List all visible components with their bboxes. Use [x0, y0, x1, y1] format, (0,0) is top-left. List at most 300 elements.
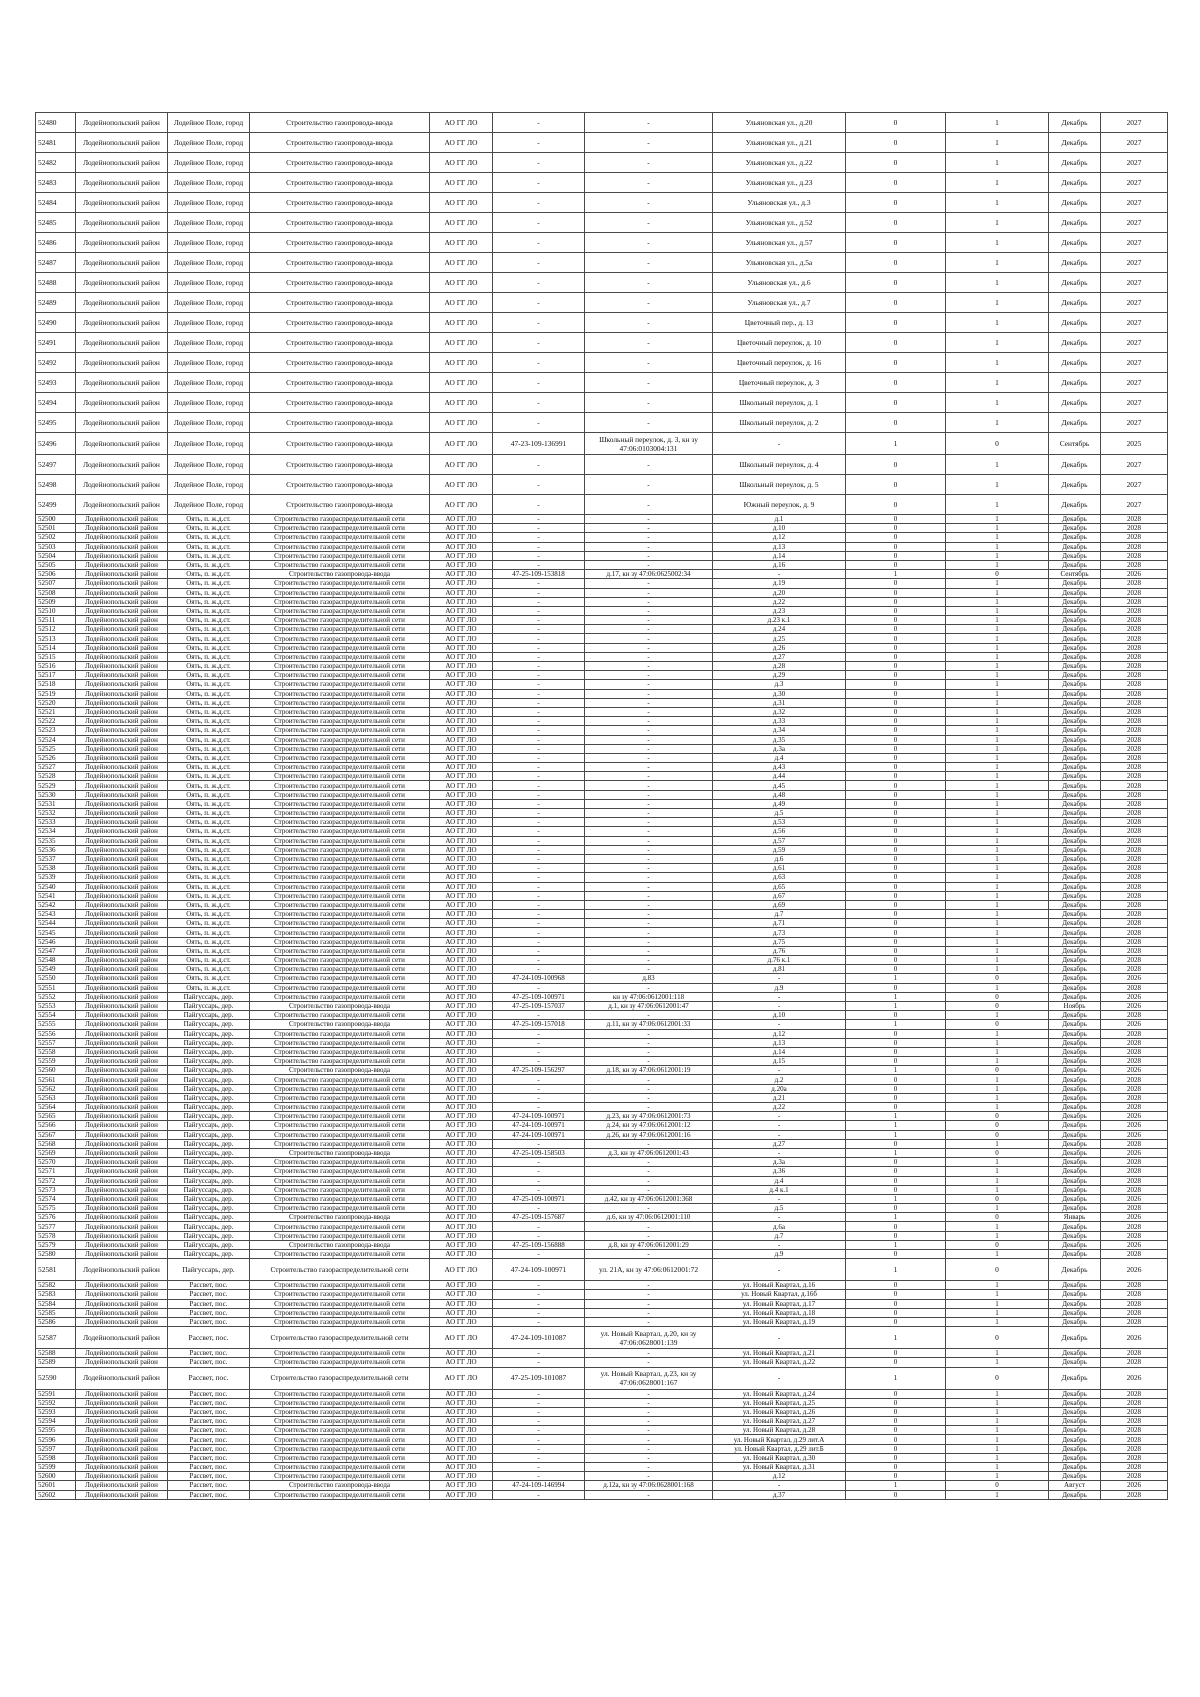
cadastral-address-cell: -	[585, 616, 713, 625]
year-cell: 2028	[1101, 910, 1168, 919]
settlement-cell: Пайгуссарь, дер.	[168, 1121, 250, 1130]
year-cell: 2028	[1101, 983, 1168, 992]
cadastral-address-cell: -	[585, 1167, 713, 1176]
table-row	[36, 1367, 1168, 1389]
organization-cell: АО ГГ ЛО	[430, 433, 493, 455]
organization-cell: АО ГГ ЛО	[430, 1222, 493, 1231]
row-number-cell: 52501	[36, 524, 76, 533]
count-a-cell: 0	[846, 1308, 946, 1317]
district-cell: Лодейнопольский район	[76, 983, 168, 992]
settlement-cell: Пайгуссарь, дер.	[168, 1020, 250, 1029]
row-number-cell: 52490	[36, 313, 76, 333]
cadastral-address-cell: -	[585, 1084, 713, 1093]
cadastral-address-cell: -	[585, 643, 713, 652]
district-cell: Лодейнопольский район	[76, 1057, 168, 1066]
table-row	[36, 882, 1168, 891]
application-number-cell: -	[493, 1308, 585, 1317]
count-b-cell: 1	[946, 475, 1049, 495]
address-cell: ул. Новый Квартал, д.29 лит.Б	[713, 1444, 846, 1453]
month-cell: Декабрь	[1049, 1327, 1101, 1349]
district-cell: Лодейнопольский район	[76, 1426, 168, 1435]
year-cell: 2028	[1101, 625, 1168, 634]
month-cell: Декабрь	[1049, 772, 1101, 781]
application-number-cell: -	[493, 113, 585, 133]
work-type-cell: Строительство газопровода-ввода	[250, 433, 430, 455]
year-cell: 2028	[1101, 956, 1168, 965]
month-cell: Декабрь	[1049, 293, 1101, 313]
count-b-cell: 1	[946, 836, 1049, 845]
settlement-cell: Оять, п. ж.д.ст.	[168, 689, 250, 698]
work-type-cell: Строительство газораспределительной сети	[250, 1290, 430, 1299]
count-b-cell: 1	[946, 495, 1049, 515]
application-number-cell: -	[493, 551, 585, 560]
settlement-cell: Лодейное Поле, город	[168, 293, 250, 313]
count-b-cell: 1	[946, 1075, 1049, 1084]
month-cell: Декабрь	[1049, 1317, 1101, 1326]
address-cell: д.2	[713, 1075, 846, 1084]
count-b-cell: 0	[946, 1194, 1049, 1203]
settlement-cell: Оять, п. ж.д.ст.	[168, 845, 250, 854]
count-a-cell: 1	[846, 1481, 946, 1490]
organization-cell: АО ГГ ЛО	[430, 455, 493, 475]
count-a-cell: 0	[846, 900, 946, 909]
settlement-cell: Лодейное Поле, город	[168, 475, 250, 495]
count-a-cell: 0	[846, 753, 946, 762]
month-cell: Декабрь	[1049, 1057, 1101, 1066]
cadastral-address-cell: -	[585, 1281, 713, 1290]
address-cell: д.20	[713, 588, 846, 597]
district-cell: Лодейнопольский район	[76, 1001, 168, 1010]
settlement-cell: Оять, п. ж.д.ст.	[168, 790, 250, 799]
district-cell: Лодейнопольский район	[76, 625, 168, 634]
application-number-cell: -	[493, 455, 585, 475]
settlement-cell: Оять, п. ж.д.ст.	[168, 707, 250, 716]
district-cell: Лодейнопольский район	[76, 1367, 168, 1389]
table-row	[36, 652, 1168, 661]
month-cell: Декабрь	[1049, 1426, 1101, 1435]
cadastral-address-cell: -	[585, 882, 713, 891]
month-cell: Декабрь	[1049, 717, 1101, 726]
count-a-cell: 0	[846, 495, 946, 515]
work-type-cell: Строительство газораспределительной сети	[250, 946, 430, 955]
district-cell: Лодейнопольский район	[76, 1020, 168, 1029]
application-number-cell: -	[493, 313, 585, 333]
month-cell: Декабрь	[1049, 1290, 1101, 1299]
year-cell: 2028	[1101, 643, 1168, 652]
district-cell: Лодейнопольский район	[76, 900, 168, 909]
organization-cell: АО ГГ ЛО	[430, 864, 493, 873]
count-a-cell: 0	[846, 475, 946, 495]
count-b-cell: 1	[946, 393, 1049, 413]
organization-cell: АО ГГ ЛО	[430, 1121, 493, 1130]
address-cell: Ульяновская ул., д.57	[713, 233, 846, 253]
work-type-cell: Строительство газопровода-ввода	[250, 313, 430, 333]
organization-cell: АО ГГ ЛО	[430, 1290, 493, 1299]
count-b-cell: 0	[946, 1481, 1049, 1490]
cadastral-address-cell: -	[585, 551, 713, 560]
year-cell: 2027	[1101, 193, 1168, 213]
work-type-cell: Строительство газораспределительной сети	[250, 983, 430, 992]
application-number-cell: -	[493, 707, 585, 716]
address-cell: ул. Новый Квартал, д.31	[713, 1463, 846, 1472]
address-cell: -	[713, 433, 846, 455]
cadastral-address-cell: -	[585, 333, 713, 353]
address-cell: д.69	[713, 900, 846, 909]
settlement-cell: Оять, п. ж.д.ст.	[168, 744, 250, 753]
cadastral-address-cell: -	[585, 542, 713, 551]
district-cell: Лодейнопольский район	[76, 735, 168, 744]
count-b-cell: 1	[946, 744, 1049, 753]
address-cell: д.24	[713, 625, 846, 634]
count-a-cell: 1	[846, 1213, 946, 1222]
application-number-cell: -	[493, 616, 585, 625]
organization-cell: АО ГГ ЛО	[430, 1185, 493, 1194]
count-b-cell: 1	[946, 1231, 1049, 1240]
year-cell: 2028	[1101, 1222, 1168, 1231]
work-type-cell: Строительство газораспределительной сети	[250, 1389, 430, 1398]
settlement-cell: Лодейное Поле, город	[168, 173, 250, 193]
month-cell: Декабрь	[1049, 1020, 1101, 1029]
year-cell: 2026	[1101, 1066, 1168, 1075]
count-a-cell: 0	[846, 662, 946, 671]
settlement-cell: Оять, п. ж.д.ст.	[168, 864, 250, 873]
month-cell: Декабрь	[1049, 616, 1101, 625]
district-cell: Лодейнопольский район	[76, 333, 168, 353]
address-cell: -	[713, 992, 846, 1001]
settlement-cell: Рассвет, пос.	[168, 1472, 250, 1481]
address-cell: Школьный переулок, д. 2	[713, 413, 846, 433]
address-cell: д.75	[713, 937, 846, 946]
settlement-cell: Пайгуссарь, дер.	[168, 1001, 250, 1010]
organization-cell: АО ГГ ЛО	[430, 213, 493, 233]
row-number-cell: 52584	[36, 1299, 76, 1308]
district-cell: Лодейнопольский район	[76, 1240, 168, 1249]
address-cell: Школьный переулок, д. 5	[713, 475, 846, 495]
count-b-cell: 1	[946, 333, 1049, 353]
month-cell: Декабрь	[1049, 799, 1101, 808]
month-cell: Декабрь	[1049, 153, 1101, 173]
count-a-cell: 0	[846, 873, 946, 882]
count-b-cell: 0	[946, 1213, 1049, 1222]
year-cell: 2026	[1101, 570, 1168, 579]
organization-cell: АО ГГ ЛО	[430, 1453, 493, 1462]
cadastral-address-cell: -	[585, 588, 713, 597]
organization-cell: АО ГГ ЛО	[430, 707, 493, 716]
address-cell: д.43	[713, 763, 846, 772]
address-cell: д.13	[713, 542, 846, 551]
gasification-table	[35, 112, 1168, 1500]
row-number-cell: 52601	[36, 1481, 76, 1490]
work-type-cell: Строительство газораспределительной сети	[250, 1185, 430, 1194]
organization-cell: АО ГГ ЛО	[430, 1158, 493, 1167]
month-cell: Декабрь	[1049, 1231, 1101, 1240]
address-cell: ул. Новый Квартал, д.22	[713, 1358, 846, 1367]
row-number-cell: 52576	[36, 1213, 76, 1222]
work-type-cell: Строительство газораспределительной сети	[250, 753, 430, 762]
count-b-cell: 1	[946, 373, 1049, 393]
district-cell: Лодейнопольский район	[76, 413, 168, 433]
application-number-cell: -	[493, 809, 585, 818]
row-number-cell: 52599	[36, 1463, 76, 1472]
row-number-cell: 52493	[36, 373, 76, 393]
count-b-cell: 1	[946, 1308, 1049, 1317]
organization-cell: АО ГГ ЛО	[430, 1308, 493, 1317]
application-number-cell: -	[493, 1444, 585, 1453]
table-row	[36, 1481, 1168, 1490]
settlement-cell: Пайгуссарь, дер.	[168, 1103, 250, 1112]
organization-cell: АО ГГ ЛО	[430, 313, 493, 333]
table-row	[36, 433, 1168, 455]
month-cell: Декабрь	[1049, 1240, 1101, 1249]
table-row	[36, 1167, 1168, 1176]
month-cell: Декабрь	[1049, 1444, 1101, 1453]
year-cell: 2028	[1101, 634, 1168, 643]
month-cell: Декабрь	[1049, 579, 1101, 588]
table-row	[36, 1398, 1168, 1407]
application-number-cell: -	[493, 744, 585, 753]
month-cell: Декабрь	[1049, 1472, 1101, 1481]
row-number-cell: 52492	[36, 353, 76, 373]
district-cell: Лодейнопольский район	[76, 1290, 168, 1299]
district-cell: Лодейнопольский район	[76, 597, 168, 606]
month-cell: Декабрь	[1049, 273, 1101, 293]
table-row	[36, 891, 1168, 900]
work-type-cell: Строительство газораспределительной сети	[250, 744, 430, 753]
address-cell: д.21	[713, 1093, 846, 1102]
row-number-cell: 52569	[36, 1148, 76, 1157]
cadastral-address-cell: -	[585, 1417, 713, 1426]
table-row	[36, 707, 1168, 716]
row-number-cell: 52544	[36, 919, 76, 928]
application-number-cell: -	[493, 1158, 585, 1167]
month-cell: Декабрь	[1049, 1066, 1101, 1075]
count-b-cell: 1	[946, 1057, 1049, 1066]
organization-cell: АО ГГ ЛО	[430, 597, 493, 606]
settlement-cell: Пайгуссарь, дер.	[168, 1231, 250, 1240]
application-number-cell: 47-25-109-100971	[493, 992, 585, 1001]
organization-cell: АО ГГ ЛО	[430, 1084, 493, 1093]
application-number-cell: -	[493, 698, 585, 707]
district-cell: Лодейнопольский район	[76, 726, 168, 735]
cadastral-address-cell: -	[585, 1093, 713, 1102]
application-number-cell: -	[493, 1389, 585, 1398]
table-row	[36, 983, 1168, 992]
settlement-cell: Пайгуссарь, дер.	[168, 1167, 250, 1176]
application-number-cell: -	[493, 854, 585, 863]
district-cell: Лодейнопольский район	[76, 475, 168, 495]
address-cell: ул. Новый Квартал, д.28	[713, 1426, 846, 1435]
address-cell: д.12	[713, 1472, 846, 1481]
work-type-cell: Строительство газораспределительной сети	[250, 1075, 430, 1084]
year-cell: 2028	[1101, 854, 1168, 863]
month-cell: Декабрь	[1049, 1130, 1101, 1139]
count-a-cell: 1	[846, 570, 946, 579]
work-type-cell: Строительство газораспределительной сети	[250, 1349, 430, 1358]
settlement-cell: Пайгуссарь, дер.	[168, 1240, 250, 1249]
count-a-cell: 0	[846, 919, 946, 928]
application-number-cell: -	[493, 193, 585, 213]
count-a-cell: 1	[846, 1259, 946, 1281]
work-type-cell: Строительство газораспределительной сети	[250, 1222, 430, 1231]
application-number-cell: -	[493, 689, 585, 698]
address-cell: Ульяновская ул., д.7	[713, 293, 846, 313]
table-row	[36, 910, 1168, 919]
settlement-cell: Рассвет, пос.	[168, 1299, 250, 1308]
count-b-cell: 1	[946, 293, 1049, 313]
cadastral-address-cell: -	[585, 413, 713, 433]
month-cell: Декабрь	[1049, 1204, 1101, 1213]
year-cell: 2027	[1101, 413, 1168, 433]
organization-cell: АО ГГ ЛО	[430, 1327, 493, 1349]
work-type-cell: Строительство газораспределительной сети	[250, 652, 430, 661]
address-cell: д.53	[713, 818, 846, 827]
district-cell: Лодейнопольский район	[76, 1148, 168, 1157]
work-type-cell: Строительство газопровода-ввода	[250, 333, 430, 353]
count-a-cell: 0	[846, 652, 946, 661]
application-number-cell: -	[493, 579, 585, 588]
organization-cell: АО ГГ ЛО	[430, 965, 493, 974]
work-type-cell: Строительство газопровода-ввода	[250, 570, 430, 579]
count-b-cell: 1	[946, 1317, 1049, 1326]
settlement-cell: Оять, п. ж.д.ст.	[168, 965, 250, 974]
address-cell: Цветочный пер., д. 13	[713, 313, 846, 333]
cadastral-address-cell: кн зу 47:06:0612001:118	[585, 992, 713, 1001]
organization-cell: АО ГГ ЛО	[430, 1029, 493, 1038]
table-row	[36, 671, 1168, 680]
month-cell: Декабрь	[1049, 864, 1101, 873]
district-cell: Лодейнопольский район	[76, 213, 168, 233]
count-b-cell: 0	[946, 992, 1049, 1001]
settlement-cell: Оять, п. ж.д.ст.	[168, 983, 250, 992]
count-a-cell: 0	[846, 1290, 946, 1299]
cadastral-address-cell: -	[585, 928, 713, 937]
row-number-cell: 52555	[36, 1020, 76, 1029]
row-number-cell: 52541	[36, 891, 76, 900]
count-a-cell: 0	[846, 515, 946, 524]
count-a-cell: 0	[846, 772, 946, 781]
cadastral-address-cell: д.12а, кн зу 47:06:0628001:168	[585, 1481, 713, 1490]
district-cell: Лодейнопольский район	[76, 1308, 168, 1317]
year-cell: 2026	[1101, 1481, 1168, 1490]
data-table-sheet	[35, 112, 1167, 1500]
application-number-cell: -	[493, 133, 585, 153]
row-number-cell: 52545	[36, 928, 76, 937]
count-b-cell: 1	[946, 790, 1049, 799]
application-number-cell: -	[493, 643, 585, 652]
work-type-cell: Строительство газопровода-ввода	[250, 253, 430, 273]
year-cell: 2028	[1101, 551, 1168, 560]
count-b-cell: 1	[946, 1250, 1049, 1259]
count-a-cell: 0	[846, 293, 946, 313]
district-cell: Лодейнопольский район	[76, 772, 168, 781]
address-cell: ул. Новый Квартал, д.19	[713, 1317, 846, 1326]
table-row	[36, 1066, 1168, 1075]
cadastral-address-cell: -	[585, 910, 713, 919]
settlement-cell: Оять, п. ж.д.ст.	[168, 671, 250, 680]
year-cell: 2026	[1101, 1367, 1168, 1389]
count-a-cell: 0	[846, 1231, 946, 1240]
organization-cell: АО ГГ ЛО	[430, 1299, 493, 1308]
row-number-cell: 52540	[36, 882, 76, 891]
address-cell: ул. Новый Квартал, д.24	[713, 1389, 846, 1398]
district-cell: Лодейнопольский район	[76, 1084, 168, 1093]
address-cell: д.67	[713, 891, 846, 900]
year-cell: 2028	[1101, 1435, 1168, 1444]
count-a-cell: 0	[846, 1250, 946, 1259]
settlement-cell: Рассвет, пос.	[168, 1358, 250, 1367]
count-a-cell: 0	[846, 634, 946, 643]
count-a-cell: 1	[846, 1327, 946, 1349]
count-b-cell: 1	[946, 1349, 1049, 1358]
month-cell: Декабрь	[1049, 818, 1101, 827]
table-row	[36, 1426, 1168, 1435]
work-type-cell: Строительство газопровода-ввода	[250, 113, 430, 133]
application-number-cell: -	[493, 726, 585, 735]
count-b-cell: 1	[946, 662, 1049, 671]
count-b-cell: 0	[946, 1112, 1049, 1121]
district-cell: Лодейнопольский район	[76, 809, 168, 818]
address-cell: д.63	[713, 873, 846, 882]
table-row	[36, 1103, 1168, 1112]
district-cell: Лодейнопольский район	[76, 495, 168, 515]
settlement-cell: Лодейное Поле, город	[168, 393, 250, 413]
count-b-cell: 0	[946, 1066, 1049, 1075]
count-a-cell: 0	[846, 1490, 946, 1499]
address-cell: д.22	[713, 597, 846, 606]
address-cell: д.10	[713, 1011, 846, 1020]
table-row	[36, 213, 1168, 233]
count-a-cell: 0	[846, 956, 946, 965]
address-cell: -	[713, 1327, 846, 1349]
work-type-cell: Строительство газораспределительной сети	[250, 827, 430, 836]
organization-cell: АО ГГ ЛО	[430, 1103, 493, 1112]
row-number-cell: 52525	[36, 744, 76, 753]
organization-cell: АО ГГ ЛО	[430, 524, 493, 533]
count-b-cell: 1	[946, 937, 1049, 946]
address-cell: д.20а	[713, 1084, 846, 1093]
work-type-cell: Строительство газораспределительной сети	[250, 597, 430, 606]
settlement-cell: Лодейное Поле, город	[168, 313, 250, 333]
organization-cell: АО ГГ ЛО	[430, 1139, 493, 1148]
work-type-cell: Строительство газораспределительной сети	[250, 1204, 430, 1213]
address-cell: Южный переулок, д. 9	[713, 495, 846, 515]
count-a-cell: 0	[846, 965, 946, 974]
district-cell: Лодейнопольский район	[76, 937, 168, 946]
year-cell: 2028	[1101, 606, 1168, 615]
table-row	[36, 570, 1168, 579]
count-a-cell: 0	[846, 928, 946, 937]
row-number-cell: 52560	[36, 1066, 76, 1075]
table-row	[36, 809, 1168, 818]
district-cell: Лодейнопольский район	[76, 1047, 168, 1056]
work-type-cell: Строительство газораспределительной сети	[250, 790, 430, 799]
table-row	[36, 643, 1168, 652]
month-cell: Декабрь	[1049, 542, 1101, 551]
address-cell: д.4 к.1	[713, 1185, 846, 1194]
organization-cell: АО ГГ ЛО	[430, 827, 493, 836]
count-b-cell: 1	[946, 579, 1049, 588]
count-b-cell: 1	[946, 818, 1049, 827]
organization-cell: АО ГГ ЛО	[430, 753, 493, 762]
settlement-cell: Оять, п. ж.д.ст.	[168, 524, 250, 533]
count-a-cell: 0	[846, 597, 946, 606]
settlement-cell: Оять, п. ж.д.ст.	[168, 809, 250, 818]
address-cell: д.49	[713, 799, 846, 808]
application-number-cell: 47-25-109-153818	[493, 570, 585, 579]
work-type-cell: Строительство газораспределительной сети	[250, 882, 430, 891]
application-number-cell: -	[493, 1047, 585, 1056]
organization-cell: АО ГГ ЛО	[430, 1240, 493, 1249]
